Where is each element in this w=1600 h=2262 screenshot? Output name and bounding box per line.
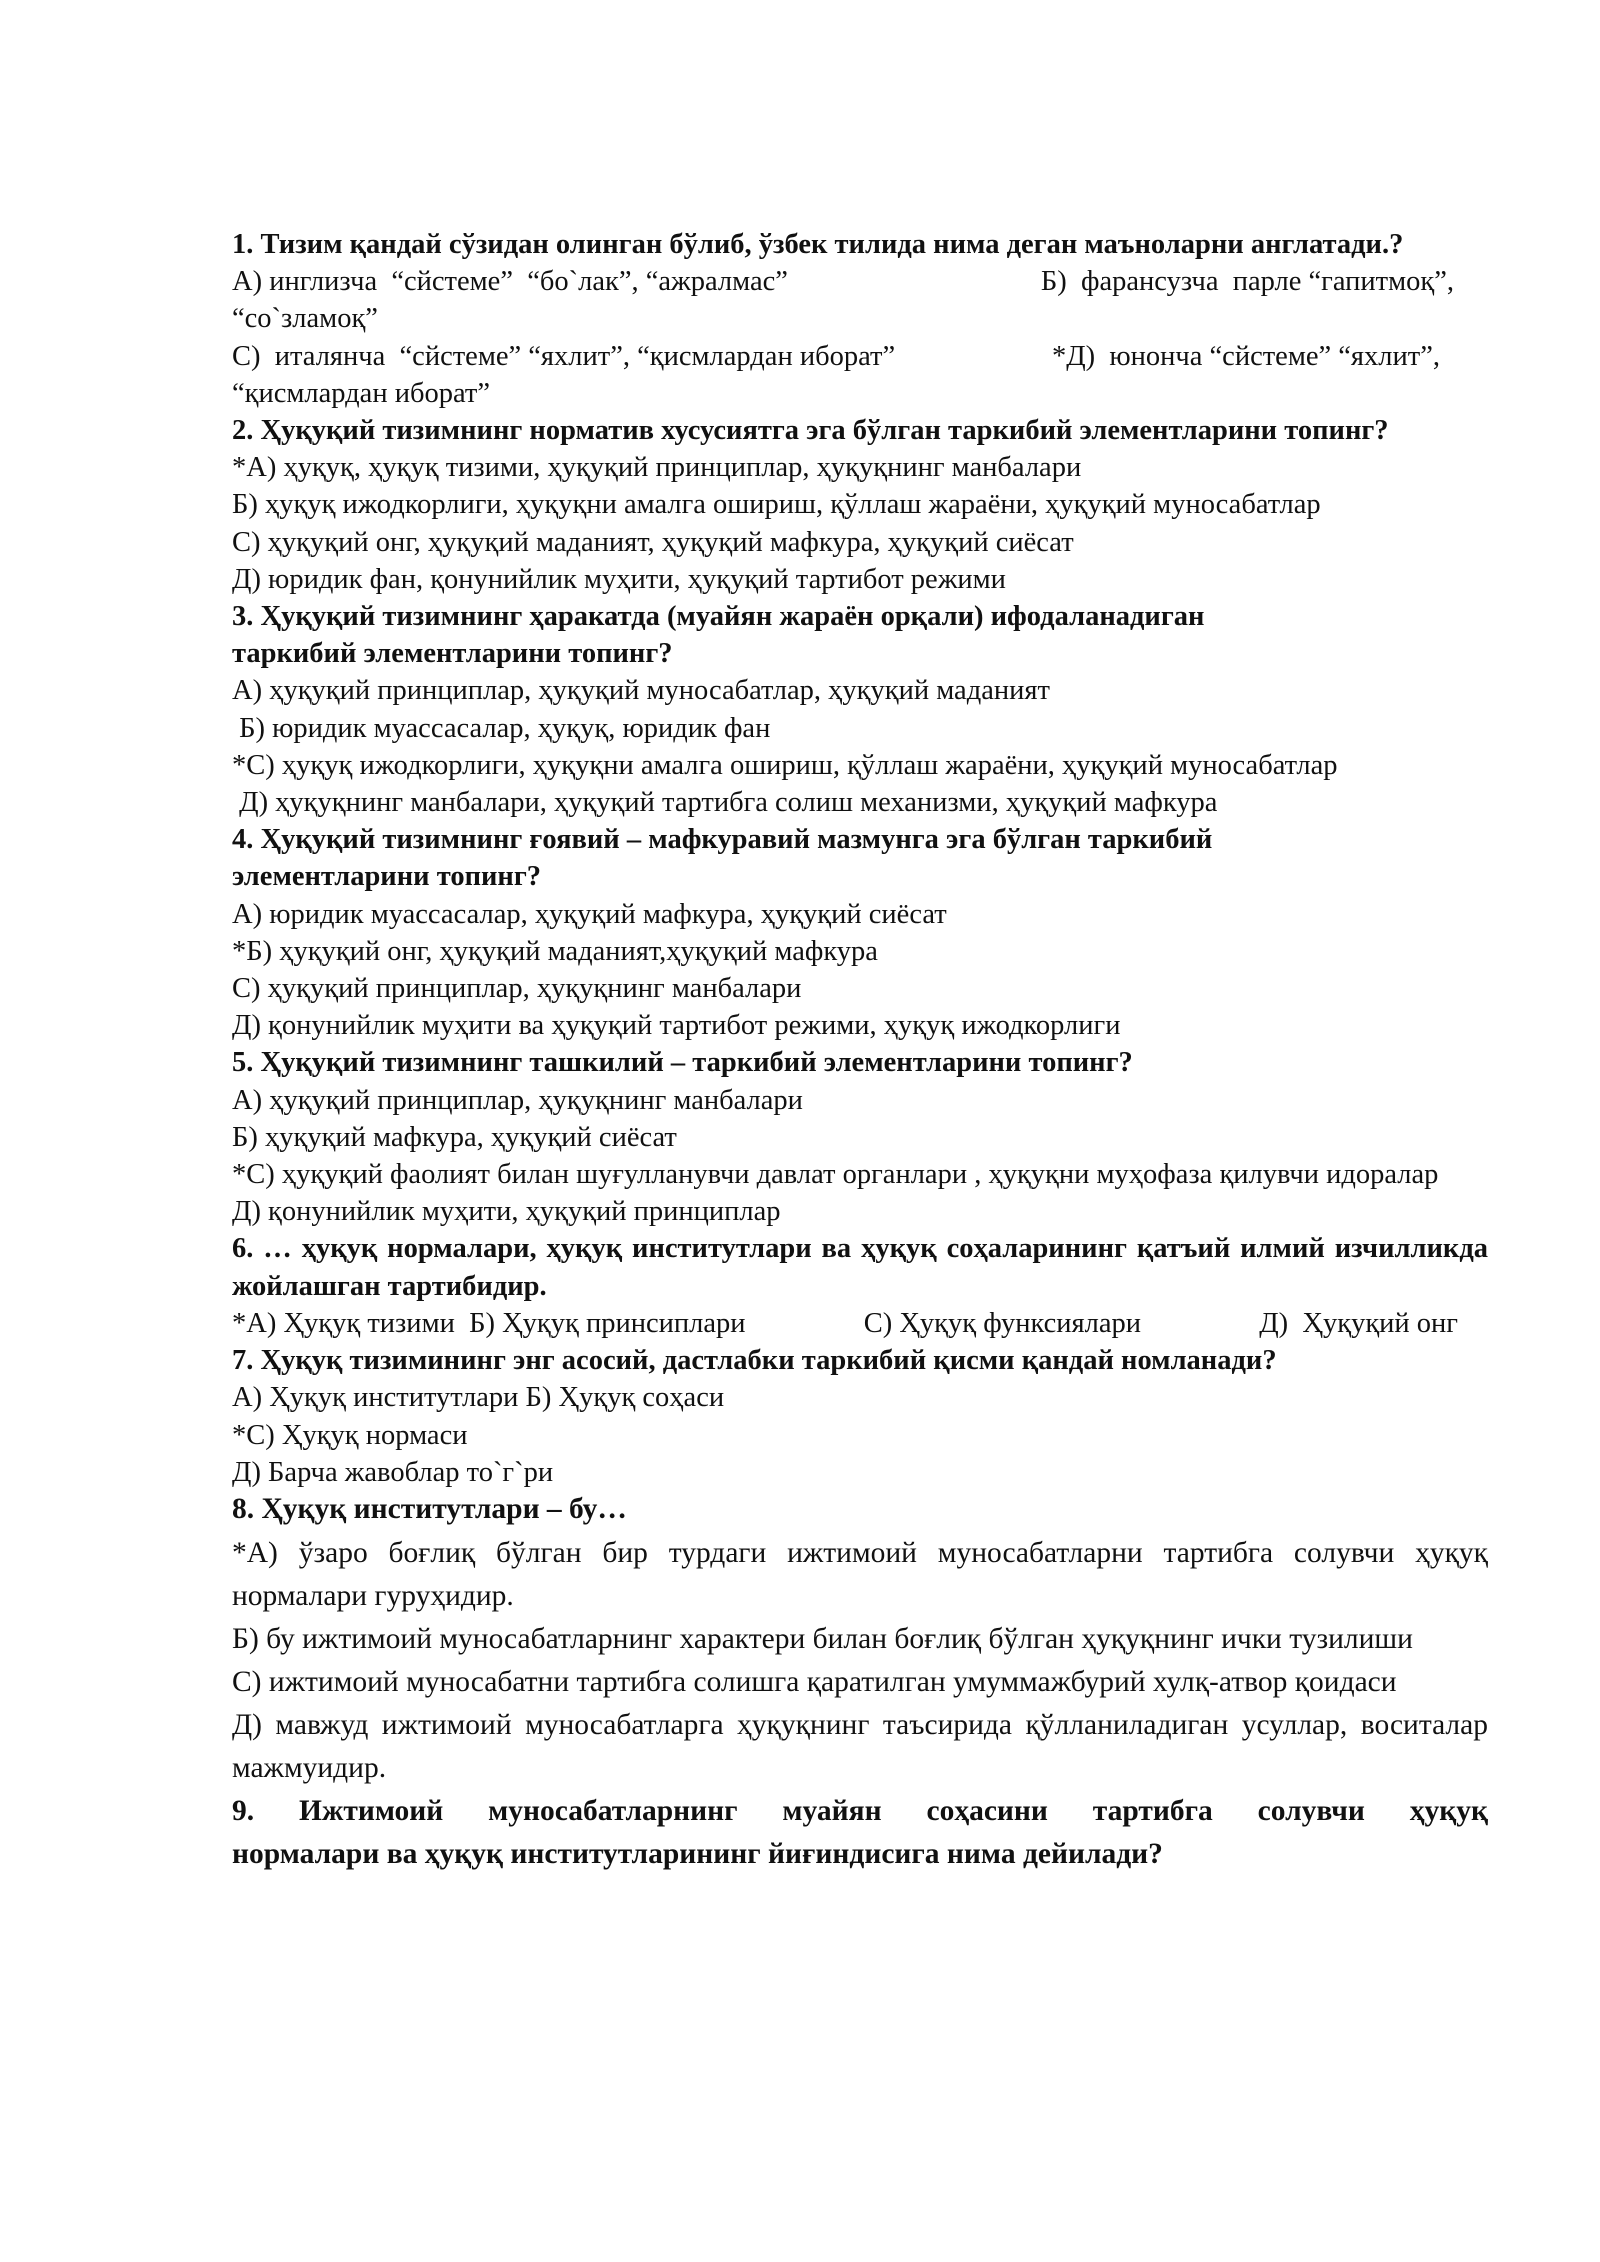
option-continuation: “со`зламоқ”	[232, 303, 378, 335]
option-b: Б) фарансузча парле “гапитмоқ”,	[1040, 266, 1454, 298]
option-c: *С) ҳуқуқий фаолият билан шуғулланувчи давлат органлари , ҳуқуқни муҳофаза қилувчи идоралар	[232, 1159, 1439, 1191]
option-d: Д) ҳуқуқнинг манбалари, ҳуқуқий тартибга солиш механизми, ҳуқуқий мафкура	[232, 787, 1218, 819]
question-text-line2: элементларини топинг?	[232, 861, 542, 893]
option-c: С) ҳуқуқий онг, ҳуқуқий маданият, ҳуқуқий мафкура, ҳуқуқий сиёсат	[232, 526, 1074, 558]
question-2	[232, 412, 1488, 598]
option-c: С) ижтимоий муносабатни тартибга солишга қаратилган умуммажбурий хулқ-атвор қоидаси	[232, 1665, 1397, 1698]
option-a: А) инглизча “сйстеме” “бо`лак”, “ажралмас”	[232, 266, 788, 298]
option-d: Д) Ҳуқуқий онг	[1259, 1307, 1458, 1339]
option-row	[232, 338, 1488, 375]
option-a: *А) ҳуқуқ, ҳуқуқ тизими, ҳуқуқий принциплар, ҳуқуқнинг манбалари	[232, 452, 1082, 484]
option-b: *Б) ҳуқуқий онг, ҳуқуқий маданият,ҳуқуқий мафкура	[232, 935, 878, 967]
option-c: С) италянча “сйстеме” “яхлит”, “қисмлардан иборат”	[232, 340, 896, 372]
question-1	[232, 226, 1488, 412]
option-c: *С) Ҳуқуқ нормаси	[232, 1419, 468, 1451]
question-text: 1. Тизим қандай сўзидан олинган бўлиб, ўзбек тилида нима деган маъноларни англатади.?	[232, 229, 1404, 260]
question-text: 2. Ҳуқуқий тизимнинг норматив хусусиятга эга бўлган таркибий элементларини топинг?	[232, 415, 1389, 447]
option-b: Б) бу ижтимоий муносабатларнинг характери билан боғлиқ бўлган ҳуқуқнинг ички тузилиши	[232, 1622, 1413, 1655]
question-text: 4. Ҳуқуқий тизимнинг ғоявий – мафкуравий мазмунга эга бўлган таркибий	[232, 824, 1213, 856]
option-d: Д) қонунийлик муҳити ва ҳуқуқий тартибот режими, ҳуқуқ ижодкорлиги	[232, 1010, 1121, 1042]
option-d: Д) қонунийлик муҳити, ҳуқуқий принциплар	[232, 1196, 781, 1228]
option-d: Д) Барча жавоблар то`г`ри	[232, 1456, 554, 1488]
option-b: Б) ҳуқуқий мафкура, ҳуқуқий сиёсат	[232, 1121, 677, 1153]
question-text: 7. Ҳуқуқ тизимининг энг асосий, дастлабки таркибий қисми қандай номланади?	[232, 1345, 1277, 1377]
question-text-line2: нормалари ва ҳуқуқ институтларининг йиғиндисига нима дейилади?	[232, 1837, 1163, 1870]
question-4	[232, 821, 1488, 1044]
option-continuation: “қисмлардан иборат”	[232, 377, 490, 409]
option-a-b: А) Ҳуқуқ институтлари Б) Ҳуқуқ соҳаси	[232, 1382, 725, 1414]
option-a: А) юридик муассасалар, ҳуқуқий мафкура, ҳуқуқий сиёсат	[232, 898, 947, 930]
document-page	[232, 226, 1488, 1876]
option-c: С) Ҳуқуқ функсиялари	[863, 1307, 1142, 1339]
question-5	[232, 1044, 1488, 1230]
option-c: С) ҳуқуқий принциплар, ҳуқуқнинг манбалари	[232, 973, 802, 1005]
option-b: Б) юридик муассасалар, ҳуқуқ, юридик фан	[232, 712, 771, 744]
question-3	[232, 598, 1488, 821]
option-b: Б) ҳуқуқ ижодкорлиги, ҳуқуқни амалга ошириш, қўллаш жараёни, ҳуқуқий муносабатлар	[232, 489, 1321, 521]
option-d: Д) юридик фан, қонунийлик муҳити, ҳуқуқий тартибот режими	[232, 563, 1006, 595]
option-row	[232, 263, 1488, 300]
option-d: Д) мавжуд ижтимоий муносабатларга ҳуқуқнинг таъсирида қўлланиладиган усуллар, воситалар мажмуидир.	[232, 1708, 1488, 1784]
option-a-b: *А) Ҳуқуқ тизими Б) Ҳуқуқ принсиплари	[232, 1307, 746, 1339]
question-text: 6. … ҳуқуқ нормалари, ҳуқуқ институтлари ва ҳуқуқ соҳаларининг қатъий илмий изчилликда жойлашган тартибидир.	[232, 1233, 1488, 1302]
option-d: *Д) юнонча “сйстеме” “яхлит”,	[1051, 340, 1440, 372]
question-text: 9. Ижтимоий муносабатларнинг муайян соҳасини тартибга солувчи ҳуқуқ	[232, 1794, 1488, 1827]
question-6	[232, 1230, 1488, 1342]
option-c: *С) ҳуқуқ ижодкорлиги, ҳуқуқни амалга ошириш, қўллаш жараёни, ҳуқуқий муносабатлар	[232, 749, 1338, 781]
question-9	[232, 1790, 1488, 1876]
question-text: 5. Ҳуқуқий тизимнинг ташкилий – таркибий элементларини топинг?	[232, 1047, 1133, 1079]
question-8	[232, 1491, 1488, 1790]
option-a: *А) ўзаро боғлиқ бўлган бир турдаги ижтимоий муносабатларни тартибга солувчи ҳуқуқ нормалари гуруҳидир.	[232, 1536, 1488, 1612]
question-text: 8. Ҳуқуқ институтлари – бу…	[232, 1492, 627, 1525]
option-row	[232, 1305, 1488, 1342]
question-text-line2: таркибий элементларини топинг?	[232, 638, 673, 670]
option-a: А) ҳуқуқий принциплар, ҳуқуқнинг манбалари	[232, 1084, 803, 1116]
option-a: А) ҳуқуқий принциплар, ҳуқуқий муносабатлар, ҳуқуқий маданият	[232, 675, 1050, 707]
question-text: 3. Ҳуқуқий тизимнинг ҳаракатда (муайян жараён орқали) ифодаланадиган	[232, 601, 1205, 633]
question-7	[232, 1342, 1488, 1491]
